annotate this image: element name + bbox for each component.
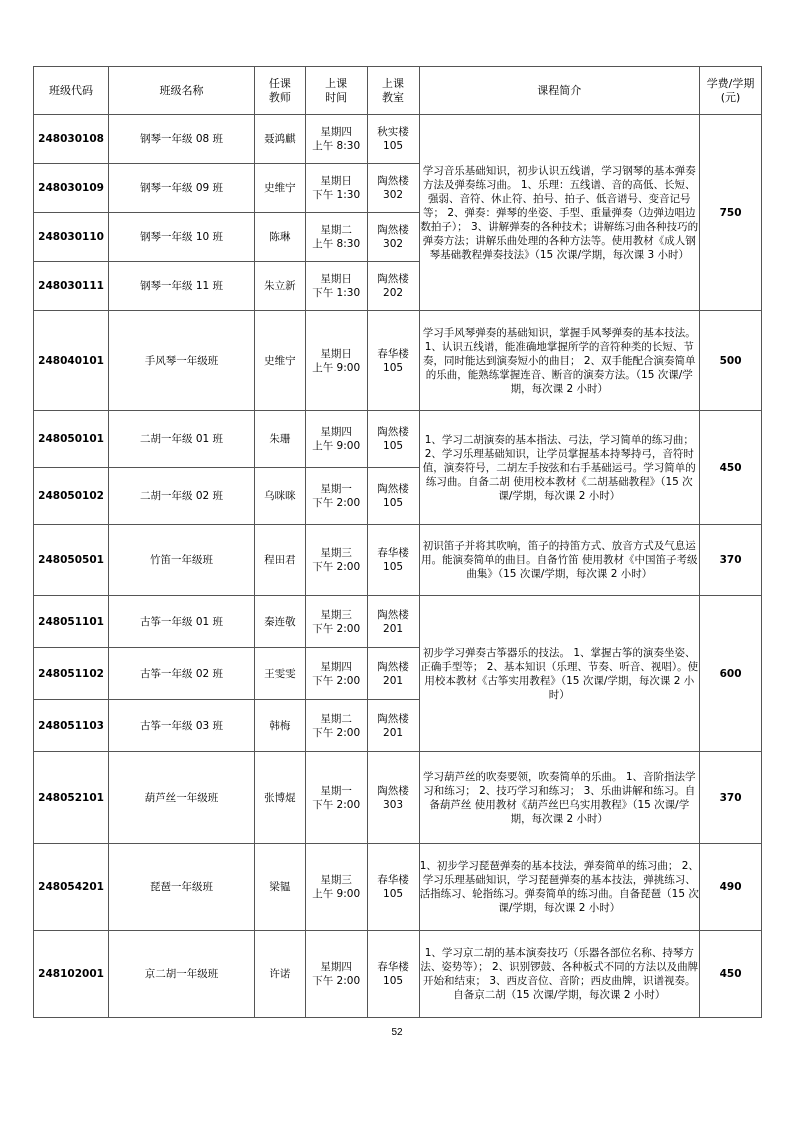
tuition-fee: 500 [700, 311, 762, 411]
class-code: 248040101 [34, 311, 109, 411]
classroom: 春华楼 105 [367, 844, 419, 931]
classroom: 陶然楼 302 [367, 164, 419, 213]
classroom: 陶然楼 303 [367, 752, 419, 844]
classroom: 春华楼 105 [367, 311, 419, 411]
header-time: 上课 时间 [305, 67, 367, 115]
header-row [34, 67, 762, 115]
class-name: 古筝一年级 03 班 [109, 700, 255, 752]
class-name: 古筝一年级 01 班 [109, 596, 255, 648]
course-description: 1、学习京二胡的基本演奏技巧（乐器各部位名称、持琴方法、姿势等）； 2、识别锣鼓、各种板式不同的方法以及曲牌开始和结束； 3、西皮音位、音阶；西皮曲牌，识谱视奏。自备京二胡（15 次课/学期，每次课 2 小时） [419, 931, 700, 1018]
class-name: 竹笛一年级班 [109, 525, 255, 596]
teacher: 史维宁 [254, 164, 305, 213]
class-code: 248051101 [34, 596, 109, 648]
teacher: 朱立新 [254, 262, 305, 311]
classroom: 陶然楼 201 [367, 648, 419, 700]
class-name: 手风琴一年级班 [109, 311, 255, 411]
class-time: 星期一 下午 2:00 [305, 752, 367, 844]
class-name: 钢琴一年级 08 班 [109, 115, 255, 164]
tuition-fee: 370 [700, 525, 762, 596]
class-code: 248051103 [34, 700, 109, 752]
class-name: 古筝一年级 02 班 [109, 648, 255, 700]
tuition-fee: 600 [700, 596, 762, 752]
classroom: 陶然楼 201 [367, 700, 419, 752]
teacher: 梁韫 [254, 844, 305, 931]
class-code: 248102001 [34, 931, 109, 1018]
class-code: 248030108 [34, 115, 109, 164]
teacher: 秦连敬 [254, 596, 305, 648]
class-name: 钢琴一年级 09 班 [109, 164, 255, 213]
teacher: 王雯雯 [254, 648, 305, 700]
class-time: 星期三 下午 2:00 [305, 596, 367, 648]
course-table [33, 66, 762, 1018]
tuition-fee: 370 [700, 752, 762, 844]
teacher: 聂鸿麒 [254, 115, 305, 164]
course-description: 1、学习二胡演奏的基本指法、弓法，学习简单的练习曲； 2、学习乐理基础知识，让学员掌握基本持琴持弓，音符时值，演奏符号，二胡左手按弦和右手基础运弓。学习简单的练习曲。自备二胡 使用校本教材《二胡基础教程》（15 次课/学期，每次课 2 小时） [419, 411, 700, 525]
teacher: 张博焜 [254, 752, 305, 844]
teacher: 陈琳 [254, 213, 305, 262]
class-time: 星期日 下午 1:30 [305, 262, 367, 311]
teacher: 朱珊 [254, 411, 305, 468]
header-fee: 学费/学期 (元) [700, 67, 762, 115]
class-code: 248050101 [34, 411, 109, 468]
teacher: 许诺 [254, 931, 305, 1018]
class-name: 二胡一年级 02 班 [109, 468, 255, 525]
teacher: 乌咪咪 [254, 468, 305, 525]
class-code: 248051102 [34, 648, 109, 700]
class-time: 星期四 下午 2:00 [305, 648, 367, 700]
class-code: 248054201 [34, 844, 109, 931]
table-row [34, 931, 762, 1018]
header-room: 上课 教室 [367, 67, 419, 115]
class-name: 钢琴一年级 10 班 [109, 213, 255, 262]
course-description: 学习手风琴弹奏的基础知识，掌握手风琴弹奏的基本技法。 1、认识五线谱，能准确地掌握所学的音符种类的长短、节奏，同时能达到演奏短小的曲目； 2、双手能配合演奏简单的乐曲，能熟练掌握连音、断音的演奏方法。（15 次课/学期，每次课 2 小时） [419, 311, 700, 411]
classroom: 陶然楼 105 [367, 468, 419, 525]
header-class-name: 班级名称 [109, 67, 255, 115]
table-row [34, 311, 762, 411]
table-row [34, 844, 762, 931]
tuition-fee: 490 [700, 844, 762, 931]
tuition-fee: 750 [700, 115, 762, 311]
class-name: 钢琴一年级 11 班 [109, 262, 255, 311]
class-name: 葫芦丝一年级班 [109, 752, 255, 844]
teacher: 韩梅 [254, 700, 305, 752]
classroom: 陶然楼 202 [367, 262, 419, 311]
class-code: 248050501 [34, 525, 109, 596]
classroom: 陶然楼 201 [367, 596, 419, 648]
header-description: 课程简介 [419, 67, 700, 115]
class-code: 248052101 [34, 752, 109, 844]
class-code: 248030109 [34, 164, 109, 213]
course-description: 初步学习弹奏古筝器乐的技法。 1、掌握古筝的演奏坐姿、正确手型等； 2、基本知识（乐理、节奏、听音、视唱）。使用校本教材《古筝实用教程》（15 次课/学期，每次课 2 小时） [419, 596, 700, 752]
tuition-fee: 450 [700, 931, 762, 1018]
teacher: 程田君 [254, 525, 305, 596]
class-time: 星期四 下午 2:00 [305, 931, 367, 1018]
course-description: 学习音乐基础知识，初步认识五线谱，学习钢琴的基本弹奏方法及弹奏练习曲。 1、乐理：五线谱、音的高低、长短、强弱、音符、休止符、拍号、拍子、低音谱号、变音记号等； 2、弹奏：弹琴的坐姿、手型、重量弹奏（边弹边唱边数拍子）； 3、讲解弹奏的各种技术；讲解练习曲各种技巧的弹奏方法；讲解乐曲处理的各种方法等。使用教材《成人钢琴基础教程弹奏技法》（15 次课/学期，每次课 3 小时） [419, 115, 700, 311]
class-name: 京二胡一年级班 [109, 931, 255, 1018]
class-time: 星期日 下午 1:30 [305, 164, 367, 213]
class-time: 星期二 下午 2:00 [305, 700, 367, 752]
class-name: 二胡一年级 01 班 [109, 411, 255, 468]
table-row [34, 115, 762, 164]
table-row [34, 752, 762, 844]
class-time: 星期一 下午 2:00 [305, 468, 367, 525]
classroom: 春华楼 105 [367, 525, 419, 596]
course-description: 学习葫芦丝的吹奏要领，吹奏简单的乐曲。 1、音阶指法学习和练习； 2、技巧学习和练习； 3、乐曲讲解和练习。自备葫芦丝 使用教材《葫芦丝巴乌实用教程》（15 次课/学期，每次课 2 小时） [419, 752, 700, 844]
course-description: 1、初步学习琵琶弹奏的基本技法，弹奏简单的练习曲； 2、学习乐理基础知识，学习琵琶弹奏的基本技法，弹挑练习、活指练习、轮指练习。弹奏简单的练习曲。自备琵琶（15 次课/学期，每次课 2 小时） [419, 844, 700, 931]
tuition-fee: 450 [700, 411, 762, 525]
class-code: 248050102 [34, 468, 109, 525]
class-time: 星期四 上午 9:00 [305, 411, 367, 468]
header-class-code: 班级代码 [34, 67, 109, 115]
classroom: 陶然楼 105 [367, 411, 419, 468]
class-name: 琵琶一年级班 [109, 844, 255, 931]
class-time: 星期四 上午 8:30 [305, 115, 367, 164]
class-code: 248030111 [34, 262, 109, 311]
classroom: 秋实楼 105 [367, 115, 419, 164]
table-row [34, 596, 762, 648]
teacher: 史维宁 [254, 311, 305, 411]
course-description: 初识笛子并将其吹响，笛子的持笛方式、放音方式及气息运用。能演奏简单的曲目。自备竹笛 使用教材《中国笛子考级曲集》（15 次课/学期，每次课 2 小时） [419, 525, 700, 596]
class-time: 星期三 下午 2:00 [305, 525, 367, 596]
page-number: 52 [391, 1027, 403, 1038]
table-row [34, 525, 762, 596]
class-time: 星期三 上午 9:00 [305, 844, 367, 931]
classroom: 陶然楼 302 [367, 213, 419, 262]
classroom: 春华楼 105 [367, 931, 419, 1018]
class-time: 星期二 上午 8:30 [305, 213, 367, 262]
class-time: 星期日 上午 9:00 [305, 311, 367, 411]
table-row [34, 411, 762, 468]
header-teacher: 任课 教师 [254, 67, 305, 115]
class-code: 248030110 [34, 213, 109, 262]
